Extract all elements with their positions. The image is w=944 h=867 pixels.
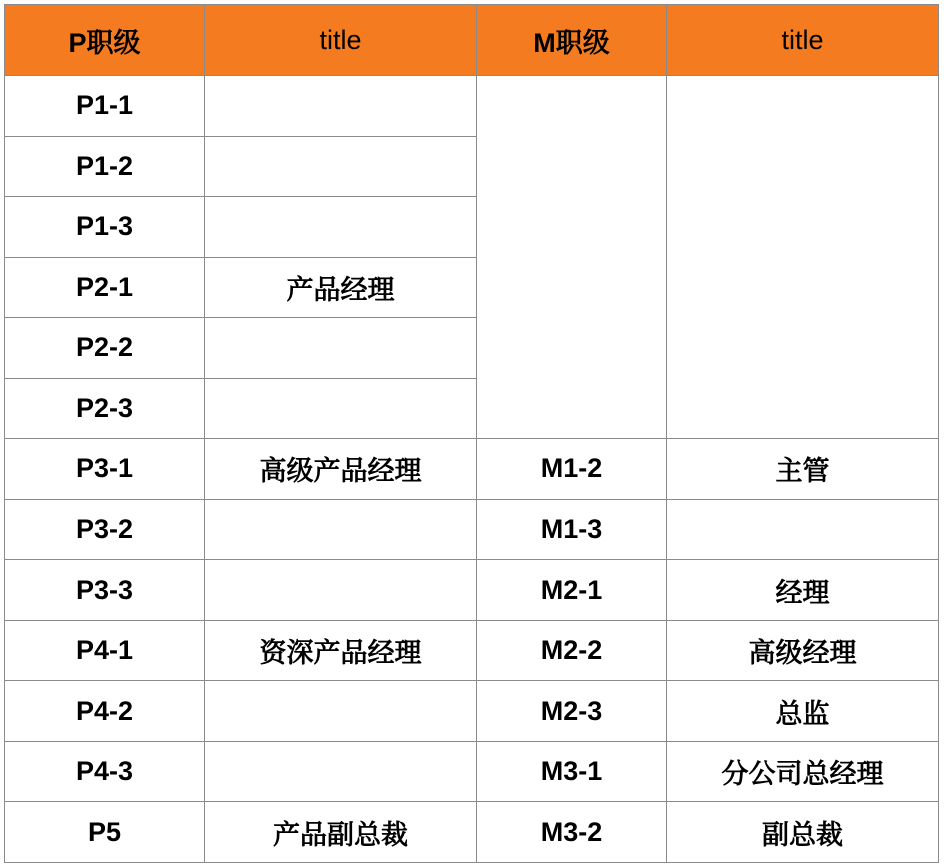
cell-p-title	[205, 197, 477, 258]
cell-m-grade: M1-3	[477, 499, 667, 560]
career-grade-table	[4, 4, 939, 863]
column-header-p-title: title	[205, 5, 477, 76]
table-header	[5, 5, 939, 76]
column-header-p-grade: P职级	[5, 5, 205, 76]
table-row	[5, 620, 939, 681]
table-row	[5, 741, 939, 802]
cell-p-grade: P1-1	[5, 76, 205, 137]
table-row	[5, 439, 939, 500]
cell-p-grade: P5	[5, 802, 205, 863]
table-row	[5, 499, 939, 560]
cell-p-title	[205, 76, 477, 137]
cell-p-grade: P3-1	[5, 439, 205, 500]
table-body	[5, 76, 939, 863]
cell-m-grade: M3-2	[477, 802, 667, 863]
cell-m-title: 经理	[667, 560, 939, 621]
table-row	[5, 681, 939, 742]
cell-m-title: 总监	[667, 681, 939, 742]
column-header-m-title: title	[667, 5, 939, 76]
cell-p-title	[205, 741, 477, 802]
cell-p-title	[205, 560, 477, 621]
cell-p-title	[205, 378, 477, 439]
table-row	[5, 76, 939, 137]
cell-p-grade: P3-3	[5, 560, 205, 621]
cell-p-title: 资深产品经理	[205, 620, 477, 681]
cell-m-grade: M2-2	[477, 620, 667, 681]
cell-p-title	[205, 136, 477, 197]
cell-m-grade: M2-1	[477, 560, 667, 621]
cell-p-grade: P4-2	[5, 681, 205, 742]
cell-m-title: 副总裁	[667, 802, 939, 863]
cell-p-title	[205, 681, 477, 742]
cell-p-title: 产品副总裁	[205, 802, 477, 863]
cell-p-title: 高级产品经理	[205, 439, 477, 500]
table-row	[5, 802, 939, 863]
cell-m-title: 分公司总经理	[667, 741, 939, 802]
cell-m-title: 主管	[667, 439, 939, 500]
cell-m-title	[667, 499, 939, 560]
cell-p-grade: P3-2	[5, 499, 205, 560]
cell-p-grade: P4-3	[5, 741, 205, 802]
cell-p-grade: P2-2	[5, 318, 205, 379]
column-header-m-grade: M职级	[477, 5, 667, 76]
cell-m-title: 高级经理	[667, 620, 939, 681]
cell-p-title	[205, 318, 477, 379]
cell-m-grade-empty-span	[477, 76, 667, 439]
cell-p-grade: P2-1	[5, 257, 205, 318]
cell-p-title	[205, 499, 477, 560]
cell-p-title: 产品经理	[205, 257, 477, 318]
header-row	[5, 5, 939, 76]
cell-p-grade: P1-3	[5, 197, 205, 258]
cell-m-title-empty-span	[667, 76, 939, 439]
cell-m-grade: M1-2	[477, 439, 667, 500]
table-row	[5, 560, 939, 621]
cell-m-grade: M2-3	[477, 681, 667, 742]
cell-p-grade: P2-3	[5, 378, 205, 439]
cell-m-grade: M3-1	[477, 741, 667, 802]
cell-p-grade: P4-1	[5, 620, 205, 681]
cell-p-grade: P1-2	[5, 136, 205, 197]
